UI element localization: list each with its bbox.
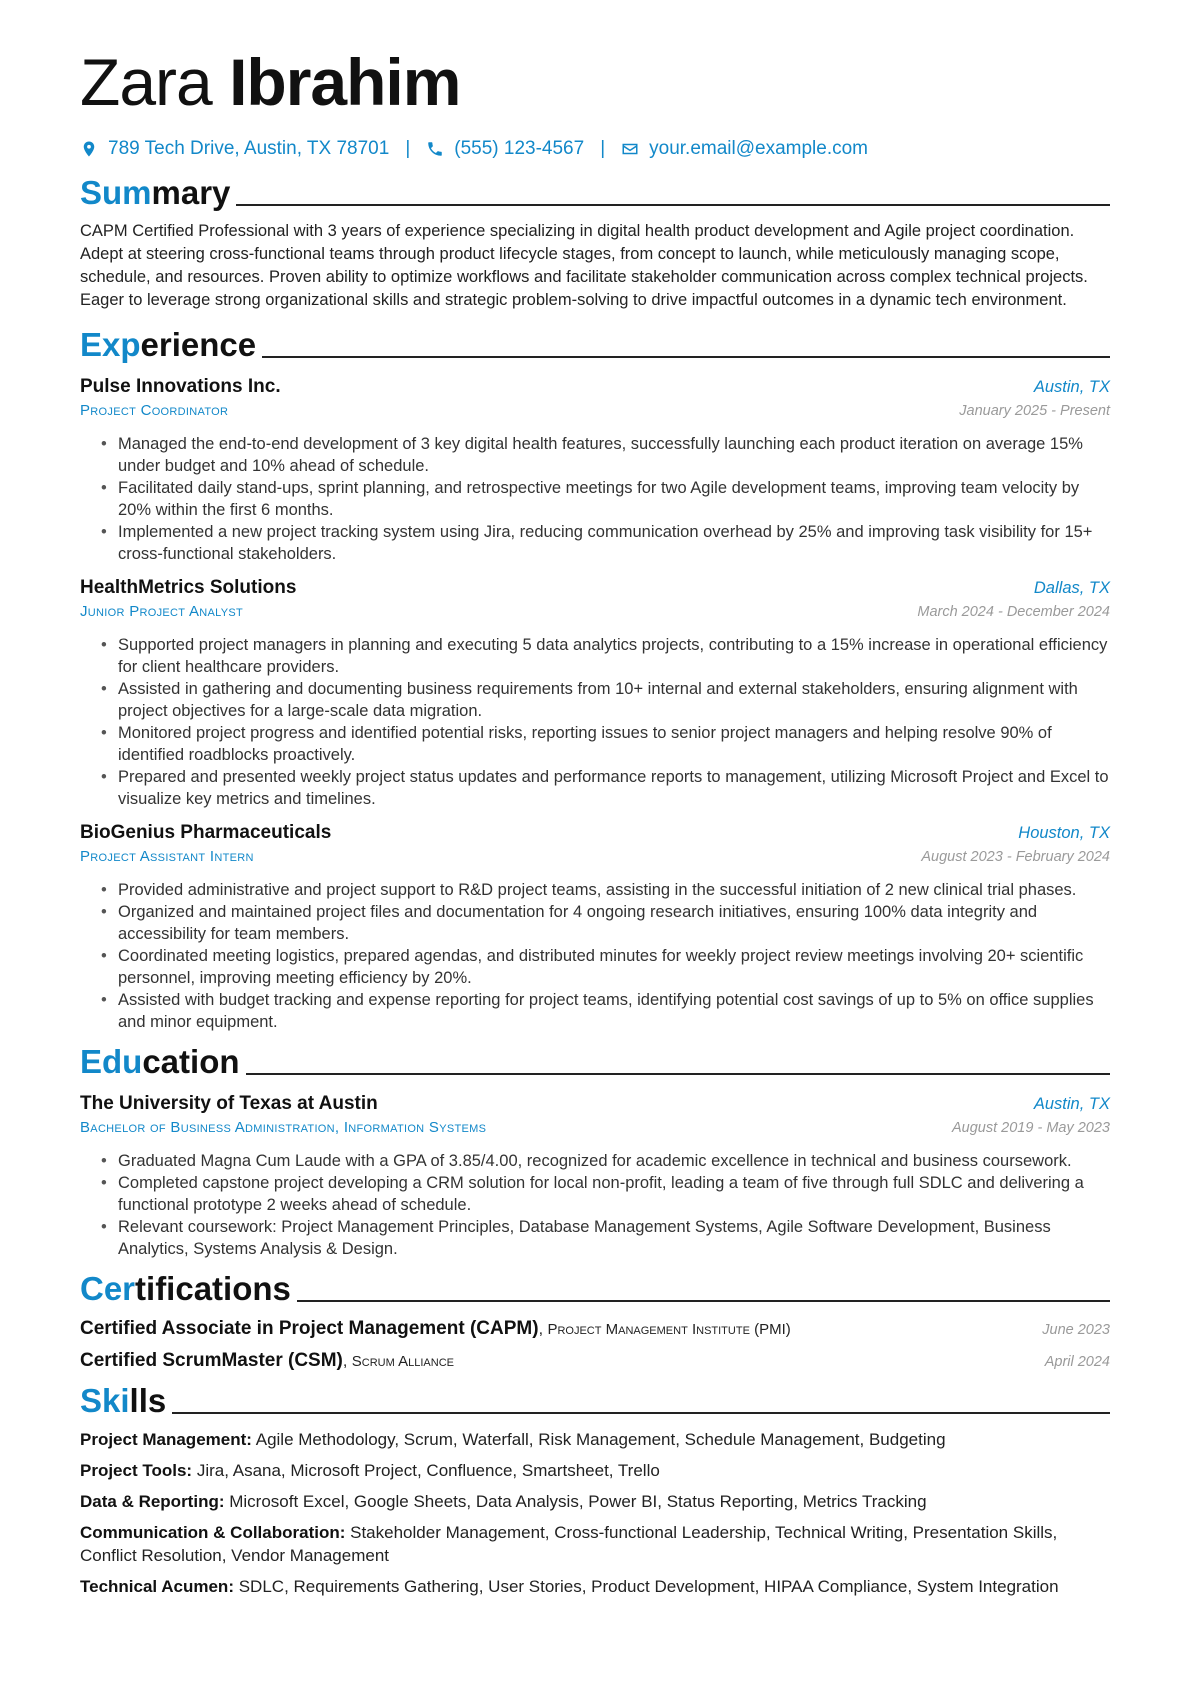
skills-heading-rest: lls [129, 1382, 167, 1419]
phone-item[interactable] [426, 138, 584, 160]
entry-dates: March 2024 - December 2024 [917, 604, 1110, 620]
entry-role: Junior Project Analyst [80, 603, 244, 620]
skills-heading-accent: Ski [80, 1382, 130, 1419]
entry-top-row [80, 822, 1110, 844]
education-list [80, 1093, 1110, 1260]
organization-name: BioGenius Pharmaceuticals [80, 822, 332, 843]
bullet-item: • Facilitated daily stand-ups, sprint planning, and retrospective meetings for two Agile development teams, improving team velocity by 20% within the first 6 months. [118, 477, 1110, 521]
section-rule [246, 1073, 1110, 1075]
bullet-item: • Supported project managers in planning and executing 5 data analytics projects, contributing to a 15% increase in operational efficiency for client healthcare providers. [118, 634, 1110, 678]
experience-entry [80, 822, 1110, 1033]
entry-top-row [80, 1093, 1110, 1115]
address-text: 789 Tech Drive, Austin, TX 78701 [108, 138, 390, 159]
certifications-heading-rest: tifications [135, 1270, 291, 1307]
organization-name: The University of Texas at Austin [80, 1093, 378, 1114]
bullet-item: • Provided administrative and project support to R&D project teams, assisting in the successful initiation of 2 new clinical trial phases. [118, 879, 1110, 901]
skill-category: Data & Reporting: [80, 1492, 225, 1511]
phone-icon [426, 140, 444, 158]
certification-row [80, 1318, 1110, 1340]
contact-line [80, 138, 1110, 160]
summary-text: CAPM Certified Professional with 3 years of experience specializing in digital health product development and Agile project coordination. Adept at steering cross-functional teams through product lifecycle stages, from concept to launch, while meticulously managing scope, schedule, and resources. Proven ability to optimize workflows and facilitate stakeholder communication across complex technical projects. Eager to leverage strong organizational skills and strategic problem-solving to drive impactful outcomes in a dynamic tech environment. [80, 222, 1088, 309]
entry-sub-row [80, 848, 1110, 865]
skill-category: Communication & Collaboration: [80, 1523, 346, 1542]
certification-info [80, 1318, 791, 1340]
experience-list [80, 376, 1110, 1033]
summary-heading-rest: mary [151, 174, 231, 211]
education-heading-accent: Edu [80, 1043, 143, 1080]
email-item[interactable] [621, 138, 868, 160]
envelope-icon [621, 140, 639, 158]
skills-list [80, 1428, 1110, 1598]
bullet-list [80, 879, 1110, 1033]
skill-values: Jira, Asana, Microsoft Project, Confluence, Smartsheet, Trello [196, 1461, 660, 1480]
certification-row [80, 1350, 1110, 1372]
skill-category: Project Tools: [80, 1461, 193, 1480]
skill-values: Stakeholder Management, Cross-functional Leadership, Technical Writing, Presentation Skills, Conflict Resolution, Vendor Management [80, 1523, 1058, 1565]
organization-name: Pulse Innovations Inc. [80, 376, 281, 397]
skill-values: Microsoft Excel, Google Sheets, Data Analysis, Power BI, Status Reporting, Metrics Tracking [229, 1492, 927, 1511]
experience-heading [80, 326, 1110, 364]
bullet-list [80, 634, 1110, 810]
skill-row [80, 1459, 1110, 1482]
bullet-item: • Implemented a new project tracking system using Jira, reducing communication overhead by 25% and improving task visibility for 15+ cross-functional stakeholders. [118, 521, 1110, 565]
certification-comma: , [538, 1321, 548, 1338]
skill-category: Project Management: [80, 1430, 252, 1449]
skill-row [80, 1490, 1110, 1513]
bullet-list [80, 433, 1110, 565]
entry-location: Dallas, TX [1033, 579, 1110, 597]
skill-values: Agile Methodology, Scrum, Waterfall, Risk Management, Schedule Management, Budgeting [255, 1430, 946, 1449]
skill-values: SDLC, Requirements Gathering, User Stories, Product Development, HIPAA Compliance, System Integration [238, 1577, 1059, 1596]
certification-date: April 2024 [1044, 1354, 1110, 1370]
last-name: Ibrahim [229, 45, 461, 119]
organization-name: HealthMetrics Solutions [80, 577, 297, 598]
skills-heading [80, 1382, 1110, 1420]
skill-row [80, 1575, 1110, 1598]
experience-heading-accent: Exp [80, 326, 141, 363]
certification-comma: , [342, 1353, 352, 1370]
experience-heading-rest: erience [140, 326, 257, 363]
entry-top-row [80, 577, 1110, 599]
bullet-item: • Coordinated meeting logistics, prepared agendas, and distributed minutes for weekly project review meetings involving 20+ scientific personnel, improving meeting efficiency by 20%. [118, 945, 1110, 989]
bullet-item: • Graduated Magna Cum Laude with a GPA of 3.85/4.00, recognized for academic excellence in technical and business coursework. [118, 1150, 1110, 1172]
entry-role: Project Assistant Intern [80, 848, 254, 865]
certification-name: Certified Associate in Project Management (CAPM) [80, 1318, 539, 1339]
entry-location: Austin, TX [1033, 1095, 1110, 1113]
bullet-list [80, 1150, 1110, 1260]
email-link: your.email@example.com [649, 138, 868, 159]
bullet-item: • Completed capstone project developing a CRM solution for local non-profit, leading a team of five through full SDLC and delivering a functional prototype 2 weeks ahead of schedule. [118, 1172, 1110, 1216]
address-item [80, 138, 389, 160]
skill-row [80, 1428, 1110, 1451]
bullet-item: • Assisted with budget tracking and expense reporting for project teams, identifying potential cost savings of up to 5% on office supplies and minor equipment. [118, 989, 1110, 1033]
bullet-item: • Monitored project progress and identified potential risks, reporting issues to senior project managers and helping resolve 90% of identified roadblocks proactively. [118, 722, 1110, 766]
bullet-item: • Assisted in gathering and documenting business requirements from 10+ internal and external stakeholders, ensuring alignment with project objectives for a large-scale data migration. [118, 678, 1110, 722]
entry-role: Project Coordinator [80, 402, 229, 419]
education-heading-rest: cation [142, 1043, 240, 1080]
entry-sub-row [80, 1119, 1110, 1136]
section-rule [172, 1412, 1110, 1414]
certifications-heading-accent: Cer [80, 1270, 136, 1307]
certification-issuer: Project Management Institute (PMI) [547, 1321, 791, 1338]
certification-issuer: Scrum Alliance [351, 1353, 454, 1370]
entry-role: Bachelor of Business Administration, Information Systems [80, 1119, 487, 1136]
first-name: Zara [80, 45, 212, 119]
summary-heading-accent: Sum [80, 174, 152, 211]
experience-entry [80, 376, 1110, 565]
education-heading [80, 1043, 1110, 1081]
entry-sub-row [80, 603, 1110, 620]
bullet-item: • Prepared and presented weekly project status updates and performance reports to management, utilizing Microsoft Project and Excel to visualize key metrics and timelines. [118, 766, 1110, 810]
map-pin-icon [80, 140, 98, 158]
bullet-item: • Relevant coursework: Project Management Principles, Database Management Systems, Agile Software Development, Business Analytics, Systems Analysis & Design. [118, 1216, 1110, 1260]
entry-dates: August 2023 - February 2024 [921, 849, 1110, 865]
contact-separator: | [600, 138, 606, 159]
entry-dates: January 2025 - Present [959, 403, 1110, 419]
education-entry [80, 1093, 1110, 1260]
entry-dates: August 2019 - May 2023 [952, 1120, 1110, 1136]
certification-date: June 2023 [1042, 1322, 1110, 1338]
certifications-list [80, 1318, 1110, 1372]
section-rule [236, 204, 1110, 206]
bullet-item: • Organized and maintained project files and documentation for 4 ongoing research initiatives, ensuring 100% data integrity and accessibility for team members. [118, 901, 1110, 945]
certification-info [80, 1350, 454, 1372]
certification-name: Certified ScrumMaster (CSM) [80, 1350, 343, 1371]
entry-sub-row [80, 402, 1110, 419]
bullet-item: • Managed the end-to-end development of 3 key digital health features, successfully launching each product iteration on average 15% under budget and 10% ahead of schedule. [118, 433, 1110, 477]
skill-row [80, 1521, 1110, 1567]
entry-top-row [80, 376, 1110, 398]
contact-separator: | [405, 138, 411, 159]
experience-entry [80, 577, 1110, 810]
section-rule [297, 1300, 1110, 1302]
summary-heading [80, 174, 1110, 212]
phone-text: (555) 123-4567 [454, 138, 585, 159]
certifications-heading [80, 1270, 1110, 1308]
entry-location: Houston, TX [1018, 824, 1110, 842]
entry-location: Austin, TX [1033, 378, 1110, 396]
name-heading [80, 42, 1110, 122]
section-rule [262, 356, 1110, 358]
skill-category: Technical Acumen: [80, 1577, 234, 1596]
